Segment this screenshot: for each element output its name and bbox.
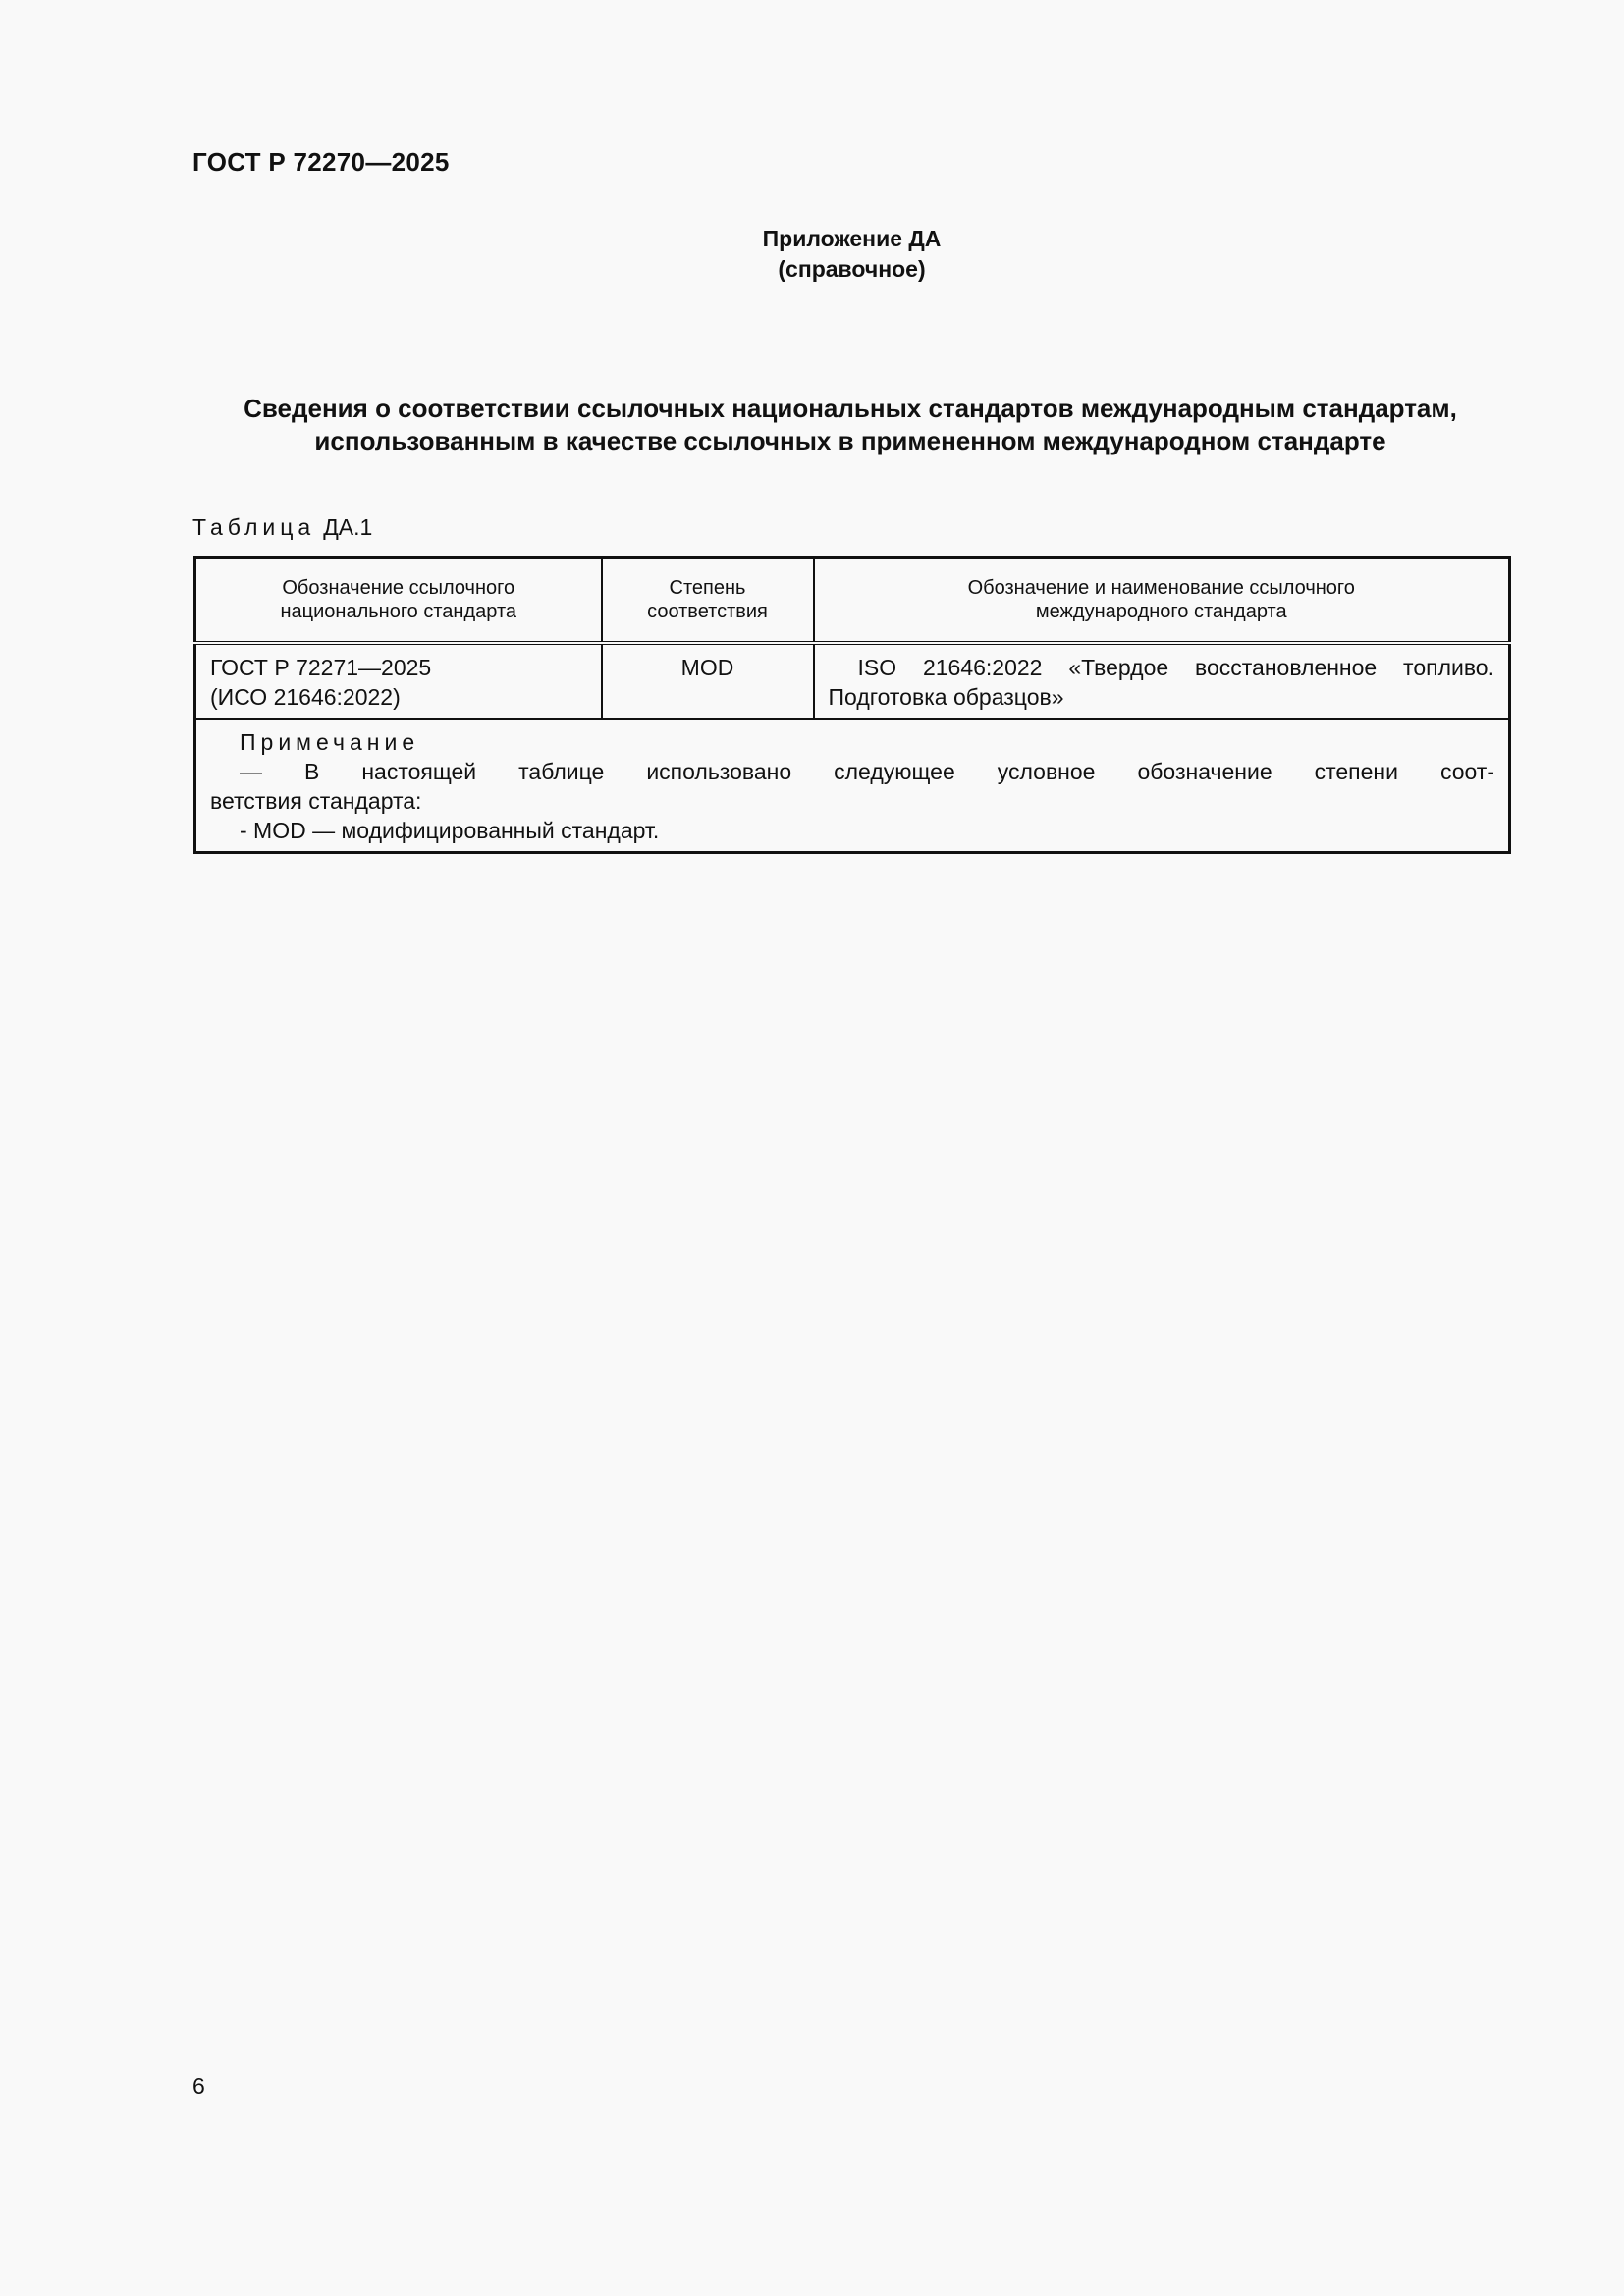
appendix-subtitle: (справочное) (778, 256, 926, 282)
table-header-row (195, 558, 1510, 644)
table-caption-label: Таблица (192, 514, 316, 540)
table-note (195, 719, 1510, 853)
table-row (195, 643, 1510, 719)
cell-degree: MOD (602, 643, 814, 719)
note-text-line-1: — В настоящей таблице использовано следующее условное обозначение степени соот- (240, 759, 1494, 784)
table-note-row (195, 719, 1510, 853)
appendix-title: Приложение ДА (762, 226, 942, 251)
document-code: ГОСТ Р 72270—2025 (192, 147, 450, 177)
note-text-line-2: ветствия стандарта: (210, 788, 422, 814)
table-caption (192, 514, 372, 541)
appendix-heading (0, 224, 1624, 285)
page-number: 6 (192, 2073, 205, 2099)
note-label: Примечание (240, 729, 420, 755)
note-text-line-3: - MOD — модифицированный стандарт. (240, 818, 660, 843)
cell-national-standard: ГОСТ Р 72271—2025 (ИСО 21646:2022) (195, 643, 602, 719)
header-degree: Степень соответствия (602, 558, 814, 644)
header-international-standard: Обозначение и наименование ссылочного международного стандарта (814, 558, 1510, 644)
section-title-line-2: использованным в качестве ссылочных в примененном международном стандарте (314, 426, 1386, 455)
table-caption-number: ДА.1 (323, 514, 373, 540)
header-national-standard: Обозначение ссылочного национального стандарта (195, 558, 602, 644)
section-title (192, 393, 1508, 457)
section-title-line-1: Сведения о соответствии ссылочных национальных стандартов международным стандартам, (244, 394, 1457, 423)
cell-international-standard: ISO 21646:2022 «Твердое восстановленное топливо. Подготовка образцов» (814, 643, 1510, 719)
correspondence-table (193, 556, 1511, 854)
